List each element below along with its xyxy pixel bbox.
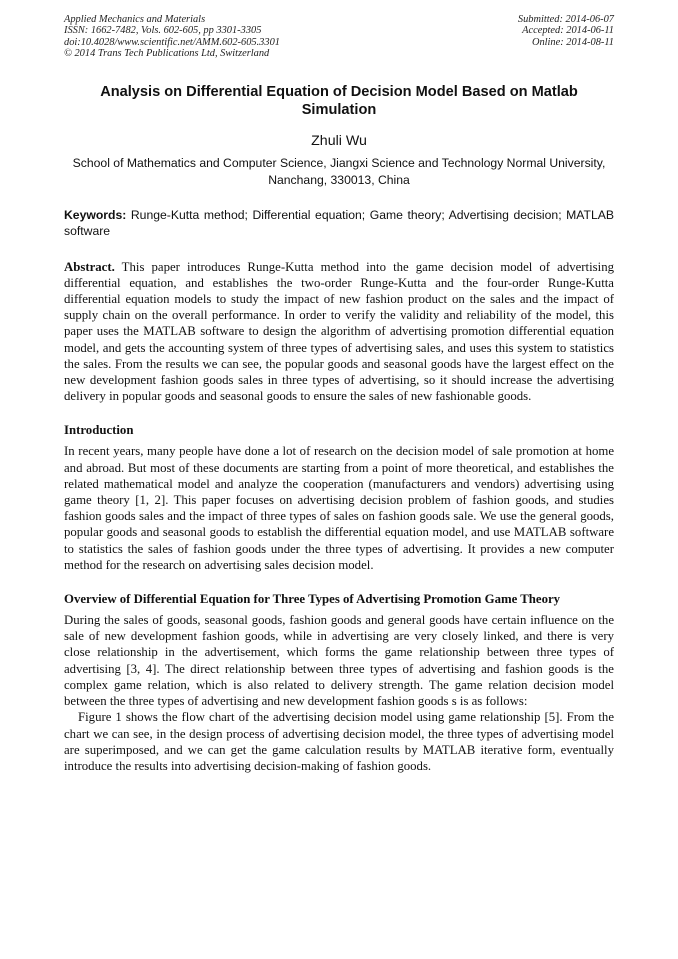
section-heading-overview: Overview of Differential Equation for Three Types of Advertising Promotion Game Theory xyxy=(64,592,561,607)
keywords-label: Keywords: xyxy=(64,207,127,222)
abstract-text: This paper introduces Runge-Kutta method into the game decision model of advertising differential equation, and establishes the two-order Runge-Kutta and the four-order Runge-Kutta differential equation models to study the impact of new fashion product on the sales and the impact of supply chain on the overall performance. In order to verify the validity and reliability of the model, this paper uses the MATLAB software to design the algorithm of advertising promotion differential equation model, and gets the accounting system of three types of advertising sales, and uses this system to statistics the sales. From the results we can see, the popular goods and seasonal goods have the largest effect on the new development fashion goods sales in three types of advertising, so it should increase the advertising delivery in popular goods and seasonal goods to ensure the sales of new fashionable goods. xyxy=(64,259,614,404)
journal-name: Applied Mechanics and Materials xyxy=(64,14,206,25)
author-affiliation: School of Mathematics and Computer Science, Jiangxi Science and Technology Normal University, Nanchang, 330013, China xyxy=(72,155,606,187)
journal-doi: doi:10.4028/www.scientific.net/AMM.602-605.3301 xyxy=(64,36,280,48)
author-name: Zhuli Wu xyxy=(311,132,367,149)
journal-info xyxy=(64,14,280,60)
publication-dates xyxy=(518,14,614,60)
overview-paragraph-2: Figure 1 shows the flow chart of the advertising decision model using game relationship [5]. From the chart we can see, in the design process of advertising decision model, the three types of advertising model are superimposed, and we can get the game calculation results by MATLAB iterative form, eventually introduce the results into advertising decision-making of fashion goods. xyxy=(64,710,614,773)
journal-header xyxy=(64,14,614,60)
paper-title: Analysis on Differential Equation of Decision Model Based on Matlab Simulation xyxy=(100,83,578,118)
keywords-text: Runge-Kutta method; Differential equation; Game theory; Advertising decision; MATLAB software xyxy=(64,207,614,238)
abstract xyxy=(64,259,614,405)
abstract-label: Abstract. xyxy=(64,259,115,274)
journal-issn: ISSN: 1662-7482, Vols. 602-605, pp 3301-3305 xyxy=(64,25,262,37)
section-heading-introduction: Introduction xyxy=(64,423,134,438)
introduction-paragraph: In recent years, many people have done a lot of research on the decision model of sale promotion at home and abroad. But most of these documents are starting from a point of more theoretical, and establishes the related mathematical model and analyze the cooperation (manufacturers and vendors) advertising using game theory [1, 2]. This paper focuses on advertising decision problem of fashion goods, and studies fashion goods sales and the impact of three types of sales on fashion goods sale. We use the general goods, popular goods and seasonal goods to establish the differential equation model, and use MATLAB software to statistics the sales of fashion goods under the three types of advertising. It provides a new computer method for the research on advertising sales decision model. xyxy=(64,444,614,572)
keywords xyxy=(64,207,614,239)
online-date: Online: 2014-08-11 xyxy=(531,36,614,48)
paper-page xyxy=(64,14,614,774)
submitted-date: Submitted: 2014-06-07 xyxy=(517,14,614,25)
overview-paragraph-1: During the sales of goods, seasonal goods, fashion goods and general goods have certain influence on the sale of new development fashion goods, while in advertising are very closely linked, and there is very close relationship in the advertisement, which forms the game relationship between three types of advertising [3, 4]. The direct relationship between three types of advertising and fashion goods is the complex game relation, which is also related to delivery strength. The game relation decision model between the three types of advertising and new development fashion goods s is as follows: xyxy=(64,613,614,709)
journal-copyright: © 2014 Trans Tech Publications Ltd, Switzerland xyxy=(64,48,270,60)
accepted-date: Accepted: 2014-06-11 xyxy=(522,25,614,37)
